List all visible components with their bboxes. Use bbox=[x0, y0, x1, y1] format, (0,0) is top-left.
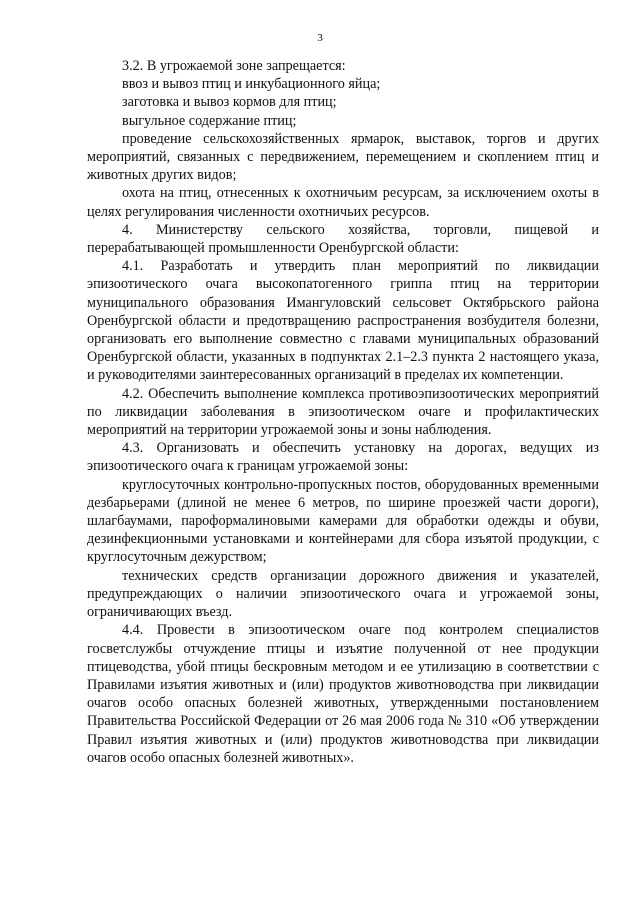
paragraph-4-1: 4.1. Разработать и утвердить план мероприятий по ликвидации эпизоотического очага высокопатогенного гриппа птиц на территории муниципального образования Имангуловский сельсовет Октябрьского района Оренбургской области и предотвращению распространения возбудителя болезни, организовать его выполнение совместно с главами муниципальных образований Оренбургской области, указанных в подпунктах 2.1–2.3 пункта 2 настоящего указа, и руководителями заинтересованных организаций в пределах их компетенции. bbox=[87, 258, 599, 384]
paragraph-ban-feed: заготовка и вывоз кормов для птиц; bbox=[122, 94, 337, 111]
paragraph-ban-import: ввоз и вывоз птиц и инкубационного яйца; bbox=[122, 76, 381, 93]
paragraph-checkpoints: круглосуточных контрольно-пропускных постов, оборудованных временными дезбарьерами (длиной не менее 6 метров, по ширине проезжей части дороги), шлагбаумами, пароформалиновыми камерами для обработки одежды и обуви, дезинфекционными установками и контейнерами для сбора изъятой продукции, с круглосуточным дежурством; bbox=[87, 476, 599, 566]
paragraph-4-4: 4.4. Провести в эпизоотическом очаге под контролем специалистов госветслужбы отчуждение птицы и изъятие полученной от нее продукции птицеводства, убой птицы бескровным методом и ее утилизацию в соответствии с Правилами изъятия животных и (или) продуктов животноводства при ликвидации очагов особо опасных болезней животных, утвержденными постановлением Правительства Российской Федерации от 26 мая 2006 года № 310 «Об утверждении Правил изъятия животных и (или) продуктов животноводства при ликвидации очагов особо опасных болезней животных». bbox=[87, 622, 599, 766]
paragraph-ban-fairs: проведение сельскохозяйственных ярмарок, выставок, торгов и других мероприятий, связанных с передвижением, перемещением и скоплением птиц и животных других видов; bbox=[87, 130, 599, 184]
paragraph-4: 4. Министерству сельского хозяйства, торговли, пищевой и перерабатывающей промышленности Оренбургской области: bbox=[87, 221, 599, 257]
paragraph-3-2: 3.2. В угрожаемой зоне запрещается: bbox=[122, 58, 346, 74]
paragraph-ban-hunting: охота на птиц, отнесенных к охотничьим ресурсам, за исключением охоты в целях регулирования численности охотничьих ресурсов. bbox=[87, 185, 599, 220]
paragraph-traffic-means: технических средств организации дорожного движения и указателей, предупреждающих о наличии эпизоотического очага и угрожаемой зоны, ограничивающих въезд. bbox=[87, 567, 599, 621]
paragraph-4-3: 4.3. Организовать и обеспечить установку на дорогах, ведущих из эпизоотического очага к границам угрожаемой зоны: bbox=[87, 440, 599, 475]
document-body bbox=[87, 57, 599, 767]
page-number: 3 bbox=[317, 32, 323, 44]
paragraph-ban-free-range: выгульное содержание птиц; bbox=[122, 112, 297, 129]
paragraph-4-2: 4.2. Обеспечить выполнение комплекса противоэпизоотических мероприятий по ликвидации заболевания в эпизоотическом очаге и профилактических мероприятий на территории угрожаемой зоны и зоны наблюдения. bbox=[87, 385, 599, 439]
